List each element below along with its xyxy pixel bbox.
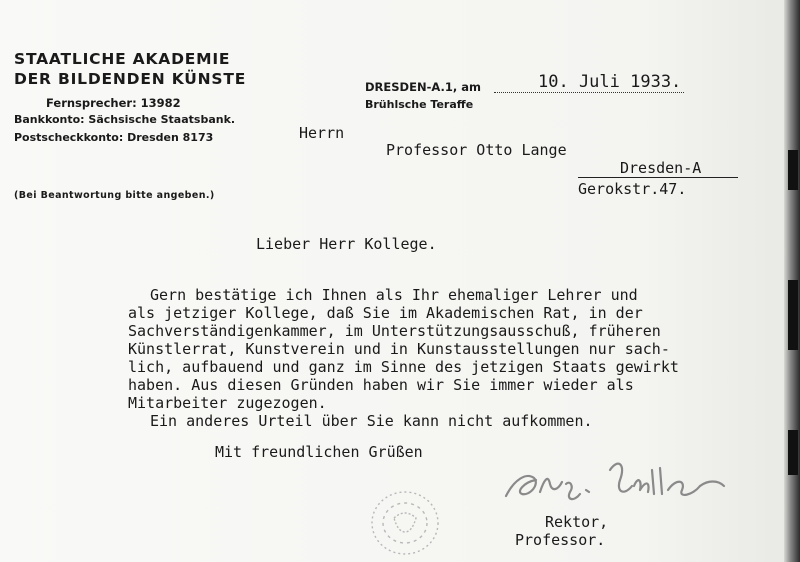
body-line: als jetziger Kollege, daß Sie im Akademischen Rat, in der (128, 304, 643, 322)
scan-edge (784, 0, 800, 562)
place-label: DRESDEN-A.1, am (365, 80, 481, 94)
closing: Mit freundlichen Grüßen (215, 443, 423, 461)
city-underline (578, 177, 738, 178)
phone-number: Fernsprecher: 13982 (46, 96, 181, 110)
body-line: Ein anderes Urteil über Sie kann nicht aufkommen. (150, 412, 593, 430)
official-stamp (368, 488, 442, 558)
signer-title-line1: Rektor, (545, 513, 609, 531)
body-line: haben. Aus diesen Gründen haben wir Sie immer wieder als (128, 376, 634, 394)
sender-street: Brühlsche Teraffe (365, 98, 474, 111)
letter-date: 10. Juli 1933. (538, 72, 682, 92)
institution-name-line1: STAATLICHE AKADEMIE (14, 50, 231, 68)
recipient-name: Professor Otto Lange (386, 141, 567, 159)
date-line (494, 92, 684, 93)
recipient-street: Gerokstr.47. (578, 180, 687, 198)
salutation: Lieber Herr Kollege. (256, 235, 437, 253)
recipient-city: Dresden-A (620, 159, 702, 177)
institution-name-line2: DER BILDENDEN KÜNSTE (14, 70, 247, 88)
signer-title-line2: Professor. (515, 531, 606, 549)
bank-account: Bankkonto: Sächsische Staatsbank. (14, 113, 236, 126)
body-line: Sachverständigenkammer, im Unterstützungsausschuß, früheren (128, 322, 661, 340)
reply-note: (Bei Beantwortung bitte angeben.) (14, 190, 215, 201)
postal-account: Postscheckkonto: Dresden 8173 (14, 131, 214, 144)
handwritten-signature (500, 450, 730, 510)
body-line: Mitarbeiter zugezogen. (128, 394, 327, 412)
body-line: Gern bestätige ich Ihnen als Ihr ehemaliger Lehrer und (150, 286, 638, 304)
recipient-prefix: Herrn (299, 124, 345, 142)
body-line: Künstlerrat, Kunstverein und in Kunstausstellungen nur sach- (128, 340, 670, 358)
body-line: lich, aufbauend und ganz im Sinne des jetzigen Staats gewirkt (128, 358, 679, 376)
